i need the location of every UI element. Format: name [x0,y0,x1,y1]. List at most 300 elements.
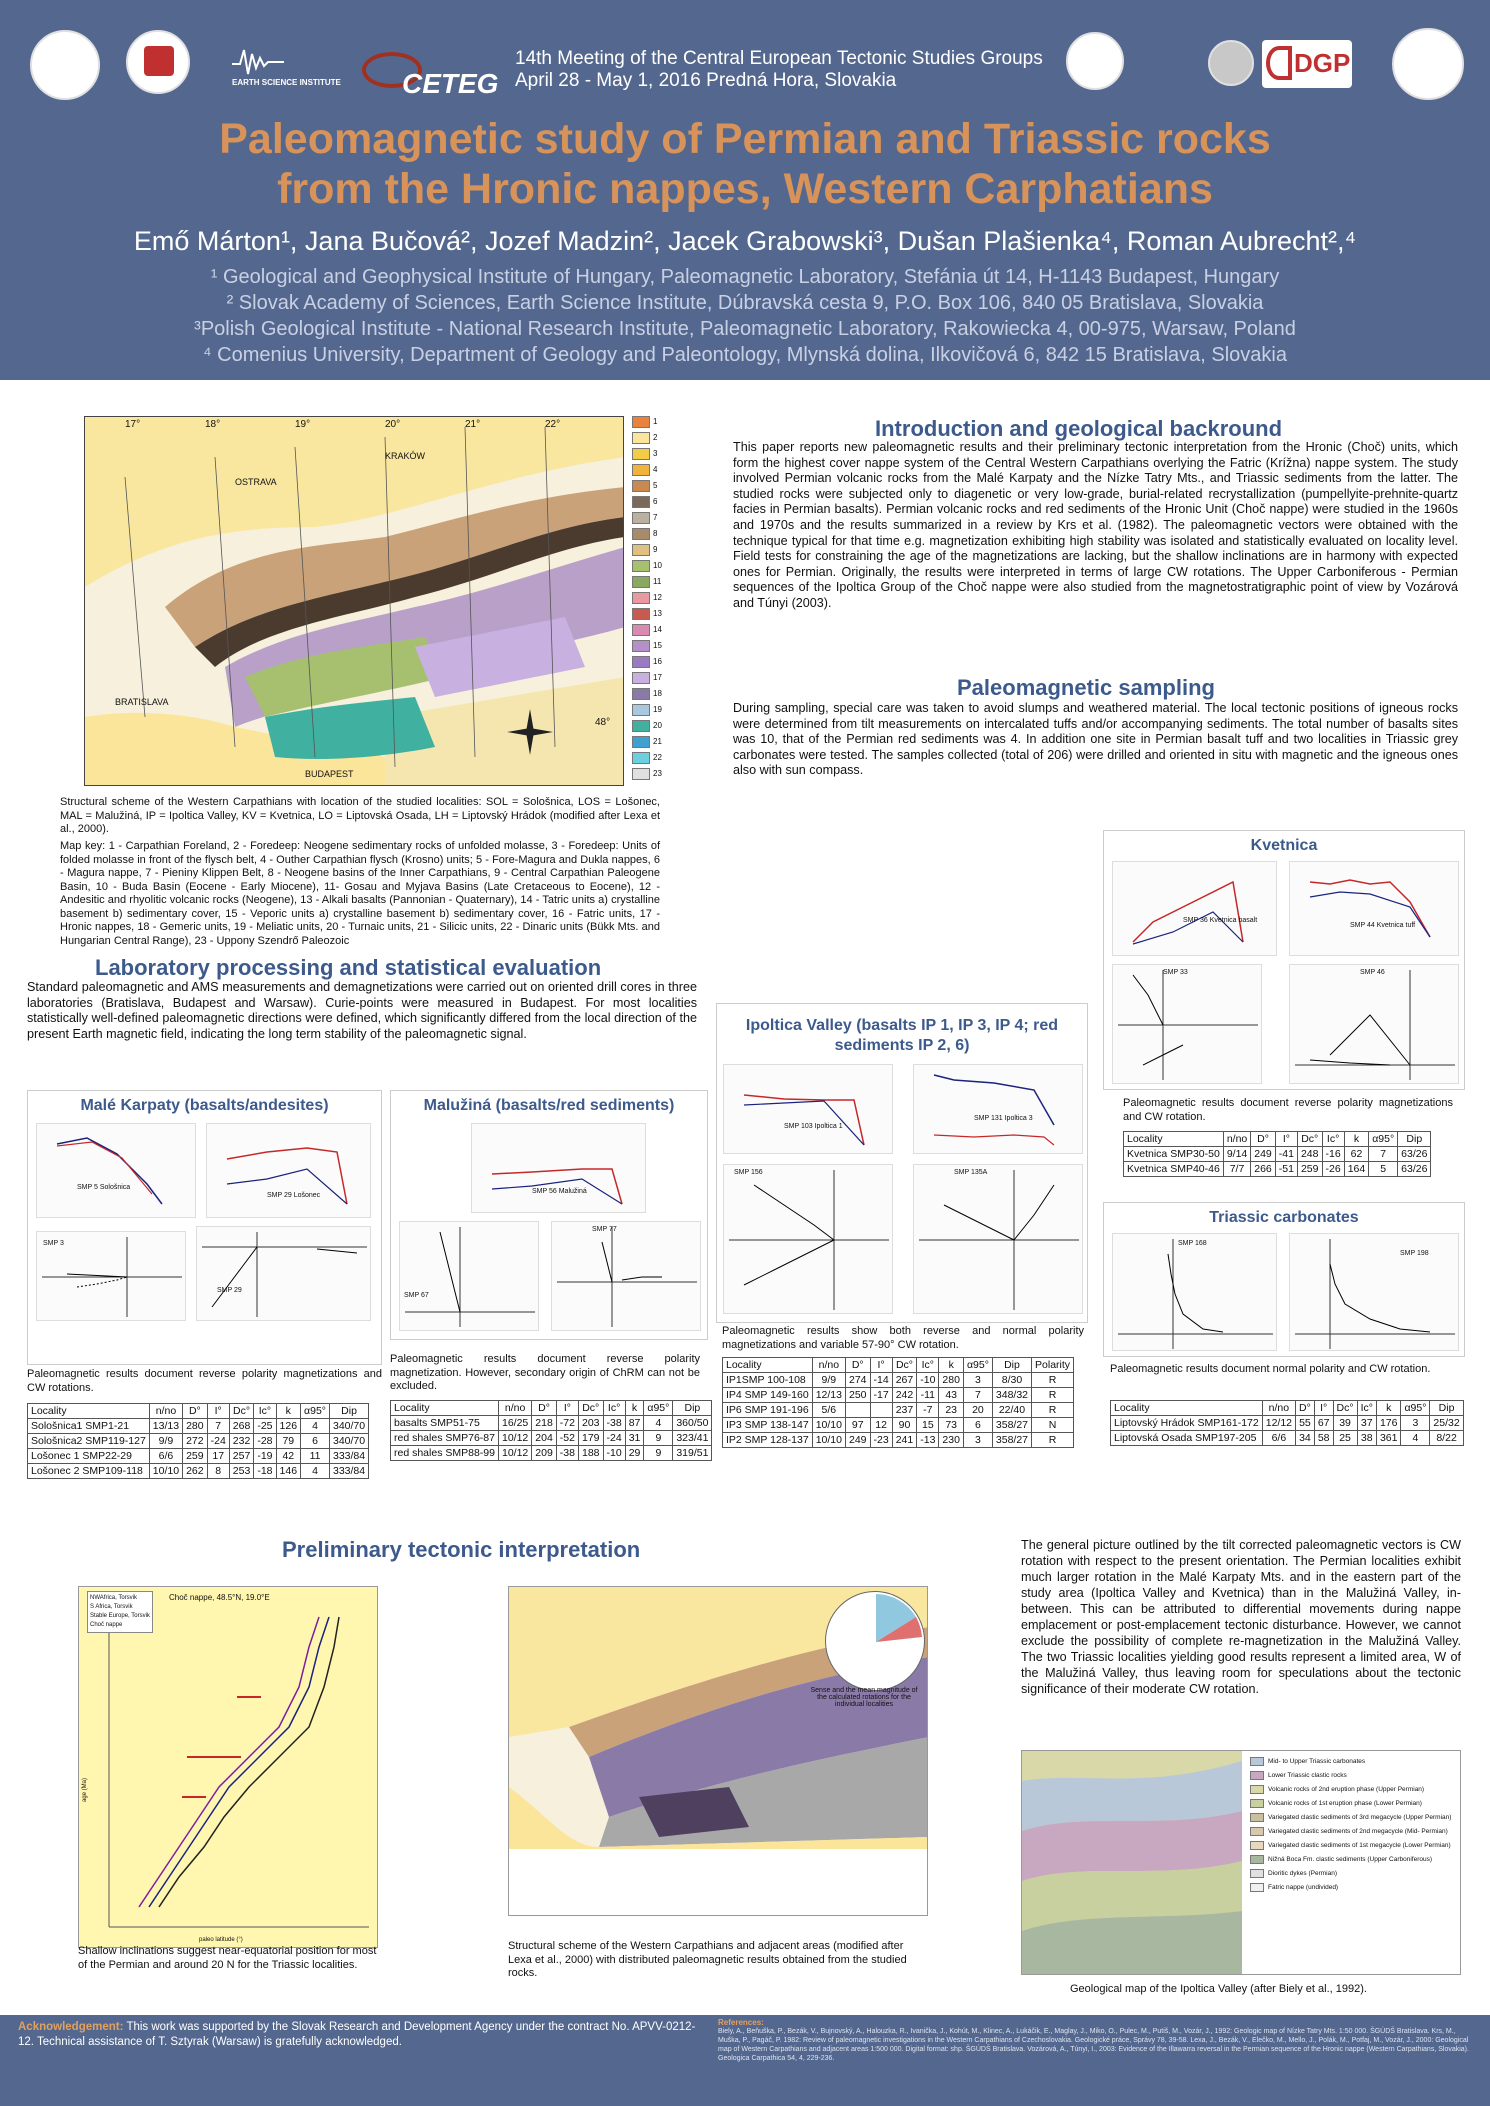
table-cell: 9 [644,1431,673,1446]
geo-legend-swatch [1250,1855,1264,1864]
geo-legend-swatch [1250,1785,1264,1794]
maluzina-text: Paleomagnetic results document reverse polarity magnetization. However, secondary origin of ChRM can not be excluded. [390,1353,700,1392]
title-line-2: from the Hronic nappes, Western Carphatians [277,165,1213,213]
table-cell: 4 [301,1419,330,1434]
table-cell: 87 [625,1416,644,1431]
table-header-cell: I° [1314,1401,1333,1416]
table-header-cell: n/no [149,1404,182,1419]
table-cell: 29 [625,1446,644,1461]
table-cell: 250 [845,1388,870,1403]
table-cell: R [1032,1403,1074,1418]
geo-legend-item [1250,1799,1460,1808]
table-cell: 63/26 [1398,1162,1431,1177]
refs-text: Biely, A., Beňuška, P., Bezák, V., Bujnovský, A., Halouzka, R., Ivanička, J., Kohút, M., Klinec, A., Lukáčik, E., Maglay, J., Miko, O., Pulec, M., Putiš, M., Vozár, J., 1992: Geologic map of Nízke Tatry Mts. 1:50 000. ŠGÚDŠ Bratislava. Krs, M., Muška, P., Pagáč, P. 1982: Review of paleomagnetic investigations in the Western Carpathians of Czechoslovakia. Geologické práce, Správy 78, 39-58. Lexa, J., Bezák, V., Elečko, M., Mello, J., Polák, M., Potfaj, M., Vozár, J., 2000: Geological map of Western Carpathians and adjacent areas 1:500 000. Digital format: shp. ŠGÚDŠ Bratislava. Vozárová, A., Túnyi, I., 2003: Evidence of the Illawarra reversal in the Permian sequence of the Hronic nappe (Western Carpathians, Slovakia). Geologica Carpathica 54, 4, 229-236. [718,2028,1469,2062]
label-smp156: SMP 156 [734,1169,763,1176]
label-smp29-lo: SMP 29 Lošonec [267,1192,321,1199]
table-cell: 12 [870,1418,892,1433]
map-legend-number: 4 [653,465,658,474]
table-cell: 9/9 [812,1373,845,1388]
table-header-cell: Locality [723,1358,813,1373]
table-row [723,1418,1074,1433]
table-cell: 38 [1357,1431,1376,1446]
zijderveld-plot-smp135a [913,1164,1083,1314]
table-header-cell: Polarity [1032,1358,1074,1373]
table-cell: 97 [845,1418,870,1433]
north-arrow-icon [505,707,555,757]
table-cell: 280 [939,1373,964,1388]
map-legend-number: 2 [653,433,658,442]
table-cell: -10 [917,1373,939,1388]
table-cell: 55 [1296,1416,1315,1431]
paleo-plot-legend [87,1591,153,1633]
table-cell: 253 [229,1464,254,1479]
table-cell: 323/41 [673,1431,712,1446]
paleo-ylabel: age (Ma) [82,1777,89,1803]
table-cell: red shales SMP88-99 [391,1446,499,1461]
geo-legend-label: Dioritic dykes (Permian) [1268,1870,1337,1878]
geo-legend-swatch [1250,1771,1264,1780]
table-cell: -38 [556,1446,578,1461]
table-header-cell: Ic° [254,1404,276,1419]
table-cell: 39 [1333,1416,1357,1431]
table-header-cell: I° [556,1401,578,1416]
label-smp67: SMP 67 [404,1292,429,1299]
kvetnica-title: Kvetnica [1250,837,1318,854]
geo-legend-swatch [1250,1883,1264,1892]
table-cell: 90 [892,1418,917,1433]
table-cell: 257 [229,1449,254,1464]
table-cell: 9/9 [149,1434,182,1449]
zijderveld-plot-smp67 [399,1221,539,1331]
table-cell: 15 [917,1418,939,1433]
triassic-text: Paleomagnetic results document normal polarity and CW rotation. [1110,1363,1431,1375]
label-smp77: SMP 77 [592,1226,617,1233]
map-legend-number: 16 [653,657,662,666]
map-legend-number: 13 [653,609,662,618]
curie-plot-smp36 [1112,861,1277,956]
meeting-line-2: April 28 - May 1, 2016 Predná Hora, Slovakia [515,70,897,91]
table-cell: 31 [625,1431,644,1446]
geo-legend-item [1250,1827,1460,1836]
ack-text: This work was supported by the Slovak Research and Development Agency under the contract No. APVV-0212-12. Technical assistance of T. Sztyrak (Warsaw) is gratefully acknowledged. [18,2021,696,2048]
table-cell: 248 [1297,1147,1322,1162]
label-smp33: SMP 33 [1163,969,1188,976]
table-cell: Liptovský Hrádok SMP161-172 [1111,1416,1263,1431]
geo-legend-item [1250,1757,1460,1766]
map-legend-swatch [632,528,650,540]
zijderveld-plot-smp33 [1112,964,1262,1084]
map-legend-swatch [632,720,650,732]
table-row [28,1449,369,1464]
table-header-cell: k [1344,1132,1369,1147]
geo-legend-swatch [1250,1799,1264,1808]
geo-legend-swatch [1250,1757,1264,1766]
table-header-cell: n/no [498,1401,531,1416]
male-karpaty-table [27,1403,369,1479]
map-legend-swatch [632,656,650,668]
table-cell: 164 [1344,1162,1369,1177]
table-cell: -17 [870,1388,892,1403]
table-cell: 11 [301,1449,330,1464]
table-cell: R [1032,1373,1074,1388]
table-cell: 209 [532,1446,557,1461]
affiliation-4: ⁴ Comenius University, Department of Geology and Paleontology, Mlynská dolina, Ilkovičová 6, 842 15 Bratislava, Slovakia [203,344,1287,366]
table-header-row [28,1404,369,1419]
affiliation-1: ¹ Geological and Geophysical Institute of Hungary, Paleomagnetic Laboratory, Stefánia út 14, H-1143 Budapest, Hungary [210,266,1280,288]
meeting-info [515,48,1043,92]
table-header-cell: D° [532,1401,557,1416]
table-header-cell: Dc° [1333,1401,1357,1416]
lon-label-22: 22° [545,419,561,430]
table-header-cell: D° [1251,1132,1276,1147]
table-header-cell: Locality [391,1401,499,1416]
label-smp5: SMP 5 Sološnica [77,1184,131,1191]
table-cell: IP1SMP 100-108 [723,1373,813,1388]
legend-s-africa: S Africa, Torsvik [90,1604,133,1610]
table-cell: 25/32 [1430,1416,1463,1431]
table-cell: 266 [1251,1162,1276,1177]
table-cell: 6 [301,1434,330,1449]
table-row [723,1433,1074,1448]
table-cell: 79 [276,1434,301,1449]
table-cell: 126 [276,1419,301,1434]
table-cell: 10/12 [498,1446,531,1461]
curie-plot-smp103 [723,1064,893,1154]
table-cell: 319/51 [673,1446,712,1461]
lon-label-17: 17° [125,419,141,430]
lon-label-18: 18° [205,419,221,430]
table-cell: -41 [1275,1147,1297,1162]
ack-label: Acknowledgement: [18,2021,124,2033]
table-header-row [1124,1132,1431,1147]
map-legend-number: 5 [653,481,658,490]
ipoltica-table [722,1357,1074,1448]
paleo-caption: Shallow inclinations suggest near-equatorial position for most of the Permian and around 20 N for the Triassic localities. [78,1945,377,1971]
table-cell: -14 [870,1373,892,1388]
zijderveld-plot-smp3 [36,1231,186,1321]
label-smp56: SMP 56 Malužiná [532,1188,587,1195]
affiliation-3: ³Polish Geological Institute - National Research Institute, Paleomagnetic Laboratory, Rakowiecka 4, 00-975, Warsaw, Poland [194,318,1296,340]
paleo-xlabel: paleo latitude (°) [199,1937,243,1943]
map-legend-swatch [632,768,650,780]
table-cell: IP4 SMP 149-160 [723,1388,813,1403]
table-cell: -16 [1322,1147,1344,1162]
table-cell: -51 [1275,1162,1297,1177]
geo-legend-swatch [1250,1869,1264,1878]
comenius-seal-logo [1392,28,1464,100]
table-cell: 5/6 [812,1403,845,1418]
table-cell: 242 [892,1388,917,1403]
label-smp29-z: SMP 29 [217,1287,242,1294]
map-legend-number: 21 [653,737,662,746]
acknowledgement [18,2020,698,2050]
geo-legend-label: Mid- to Upper Triassic carbonates [1268,1758,1366,1766]
table-cell: 179 [578,1431,603,1446]
lab-text: Standard paleomagnetic and AMS measurements and demagnetizations were carried out on oriented drill cores in three laboratories (Bratislava, Budapest and Warsaw). Curie-points were measured in Budapest. For most localities statistically well-defined paleomagnetic directions were defined, which significantly differed from the local direction of the present Earth magnetic field, indicating the long term stability of the paleomagnetic signal. [27,980,697,1041]
map-legend-swatch [632,608,650,620]
table-cell: 146 [276,1464,301,1479]
table-cell: 7 [963,1388,992,1403]
map-legend-number: 7 [653,513,658,522]
table-cell: 268 [229,1419,254,1434]
paleolatitude-curve [159,1617,339,1907]
label-smp135a: SMP 135A [954,1169,988,1176]
table-cell: 267 [892,1373,917,1388]
lon-label-19: 19° [295,419,311,430]
rotation-map [508,1586,928,1916]
map-legend-swatch [632,512,650,524]
geo-legend-label: Volcanic rocks of 2nd eruption phase (Upper Permian) [1268,1786,1425,1794]
zijderveld-plot-smp77 [551,1221,701,1331]
ceteg-logo [362,48,512,99]
table-header-cell: n/no [1223,1132,1250,1147]
table-cell: 10/12 [498,1431,531,1446]
table-header-cell: α95° [301,1404,330,1419]
legend-choc-nappe: Choč nappe [90,1622,123,1628]
table-cell: -13 [917,1433,939,1448]
map-legend-swatch [632,448,650,460]
map-legend-swatch [632,576,650,588]
map-legend-number: 18 [653,689,662,698]
earth-science-waveform-logo [232,44,284,78]
table-cell: 249 [845,1433,870,1448]
table-header-cell: I° [1275,1132,1297,1147]
table-header-row [723,1358,1074,1373]
city-krakow: KRAKÓW [385,451,426,461]
table-cell: 8/30 [992,1373,1031,1388]
geo-legend-item [1250,1883,1460,1892]
table-cell: -24 [603,1431,625,1446]
table-cell: -7 [917,1403,939,1418]
map-legend-number: 6 [653,497,658,506]
table-header-cell: D° [1296,1401,1315,1416]
table-row [1111,1416,1464,1431]
table-cell: 262 [183,1464,208,1479]
table-cell: 232 [229,1434,254,1449]
table-cell: 9 [644,1446,673,1461]
map-legend-number: 19 [653,705,662,714]
table-row [28,1419,369,1434]
table-cell: -19 [254,1449,276,1464]
earth-science-logo-text: EARTH SCIENCE INSTITUTE [232,78,341,87]
table-cell: 10/10 [812,1418,845,1433]
rotation-map-legend [509,1849,928,1916]
intro-title: Introduction and geological backround [875,416,1283,441]
table-cell: 9/14 [1223,1147,1250,1162]
rotation-map-caption: Structural scheme of the Western Carpathians and adjacent areas (modified after Lexa et al., 2000) with distributed paleomagnetic results obtained from the studied rocks. [508,1940,907,1979]
map-legend-number: 10 [653,561,662,570]
city-bratislava: BRATISLAVA [115,697,169,707]
zijderveld-plot-smp168 [1112,1233,1277,1351]
table-header-cell: Locality [1111,1401,1263,1416]
city-ostrava: OSTRAVA [235,477,277,487]
table-cell: Sološnica1 SMP1-21 [28,1419,150,1434]
table-cell: 43 [939,1388,964,1403]
table-cell: -72 [556,1416,578,1431]
city-budapest: BUDAPEST [305,769,354,779]
table-header-cell: Dip [330,1404,369,1419]
table-cell: 6/6 [149,1449,182,1464]
table-cell: 17 [207,1449,229,1464]
table-cell: R [1032,1433,1074,1448]
table-cell: -10 [603,1446,625,1461]
rotation-rose [825,1591,925,1691]
table-row [723,1373,1074,1388]
table-header-cell: Dip [673,1401,712,1416]
table-cell: 249 [1251,1147,1276,1162]
label-smp103: SMP 103 Ipoltica 1 [784,1123,843,1130]
map-legend-number: 12 [653,593,662,602]
structural-map [84,416,624,786]
table-cell: 237 [892,1403,917,1418]
map-legend-number: 22 [653,753,662,762]
map-legend-swatch [632,464,650,476]
table-cell: -18 [254,1464,276,1479]
map-legend-swatch [632,704,650,716]
dgp-logo-text: DGP [1294,48,1351,78]
table-row [28,1434,369,1449]
table-cell: 4 [644,1416,673,1431]
map-legend-swatch [632,688,650,700]
table-cell: R [1032,1388,1074,1403]
references [718,2018,1478,2063]
table-cell: 20 [963,1403,992,1418]
table-row [391,1431,712,1446]
table-cell: Kvetnica SMP30-50 [1124,1147,1224,1162]
table-row [723,1403,1074,1418]
triassic-panel [1103,1202,1465,1357]
maluzina-table [390,1400,712,1461]
map-legend-swatch [632,624,650,636]
table-cell: 58 [1314,1431,1333,1446]
university-seal-logo [30,30,100,100]
table-cell: 280 [183,1419,208,1434]
poster-title [0,114,1490,214]
table-cell: 241 [892,1433,917,1448]
kvetnica-panel [1103,830,1465,1090]
table-row [28,1464,369,1479]
label-smp168: SMP 168 [1178,1240,1207,1247]
table-cell: 361 [1376,1431,1401,1446]
affiliation-2: ² Slovak Academy of Sciences, Earth Science Institute, Dúbravská cesta 9, P.O. Box 106, 840 05 Bratislava, Slovakia [226,292,1264,314]
table-cell: 13/13 [149,1419,182,1434]
geo-map-caption: Geological map of the Ipoltica Valley (after Biely et al., 1992). [1070,1983,1367,1995]
geo-legend-item [1250,1855,1460,1864]
intro-text: This paper reports new paleomagnetic results and their preliminary tectonic interpretation from the Hronic (Choč) units, which form the highest cover nappe system of the Central Western Carpathians overlying the Fatric (Krížna) nappe system. The study involved Permian volcanic rocks from the Malé Karpaty and the Nízke Tatry Mts., and Triassic sediments from the latter. The studied rocks were subjected only to diagenetic or very low-grade, burial-related recrystallization (pumpellyite-prehnite-quartz facies in Permian basalts). Permian volcanic rocks and red sediments of the Hronic Unit (Choč nappe) were studied in the 1960s and 1970s and the results summarized in a review by Krs et al. (1982). The paleomagnetic vectors were obtained with the technique typical for that time e.g. magnetization exhibiting high stability was isolated and statistically evaluated on locality level. Field tests for constraining the age of the magnetizations are lacking, but the shallow inclinations are in harmony with expected ones for Permian. Originally, the results were interpreted in terms of large CW rotations. The Upper Carboniferous - Permian sequences of the Ipoltica Group of the Choč nappe were also studied from the magnetostratigraphic point of view by Vozárová and Túnyi (2003). [733,440,1458,610]
table-cell: 5 [1369,1162,1398,1177]
map-legend-swatch [632,496,650,508]
map-legend-number: 23 [653,769,662,778]
map-legend-swatch [632,560,650,572]
map-legend-number: 9 [653,545,658,554]
paleolatitude-curve [149,1617,329,1907]
table-cell: 22/40 [992,1403,1031,1418]
geo-legend-label: Fatric nappe (undivided) [1268,1884,1339,1892]
table-cell: 4 [1401,1431,1430,1446]
institute-logo [126,30,190,94]
table-header-cell: Dc° [578,1401,603,1416]
table-cell: 3 [963,1373,992,1388]
tectonic-title: Preliminary tectonic interpretation [282,1537,641,1562]
table-row [1111,1431,1464,1446]
table-cell: 12/12 [1262,1416,1295,1431]
lon-label-21: 21° [465,419,481,430]
table-header-cell: D° [183,1404,208,1419]
geo-legend-swatch [1250,1827,1264,1836]
geo-legend-swatch [1250,1841,1264,1850]
table-header-cell: α95° [963,1358,992,1373]
table-header-row [391,1401,712,1416]
table-header-cell: I° [870,1358,892,1373]
discussion-text: The general picture outlined by the tilt corrected paleomagnetic vectors is CW rotation with respect to the present orientation. The Permian localities exhibit much larger rotation in the Malé Karpaty Mts. and in the eastern part of the study area (Ipoltica Valley and Kvetnica) than in the Malužiná Valley, in-between. This can be attributed to differential movements during nappe emplacement or post-emplacement tectonic disturbance. However, we cannot exclude the possibility of complete re-magnetization in the Malužiná Valley. The two Triassic localities yielding good results represent a limited area, W of the Malužiná Valley, thus leaving room for speculations about the tectonic significance of their moderate CW rotation. [1021,1538,1461,1696]
legend-nw-africa: NWAfrica, Torsvik [90,1595,138,1601]
table-cell: 230 [939,1433,964,1448]
table-header-cell: α95° [1369,1132,1398,1147]
table-cell: 16/25 [498,1416,531,1431]
table-header-cell: k [625,1401,644,1416]
table-cell: Sološnica2 SMP119-127 [28,1434,150,1449]
ipoltica-text: Paleomagnetic results show both reverse and normal polarity magnetizations and variable 57-90° CW rotation. [722,1325,1084,1351]
table-cell: Lošonec 2 SMP109-118 [28,1464,150,1479]
table-header-cell: Dc° [229,1404,254,1419]
table-cell: IP6 SMP 191-196 [723,1403,813,1418]
geo-legend-item [1250,1771,1460,1780]
ceteg-logo-text: CETEG [402,68,499,99]
geo-legend-swatch [1250,1813,1264,1822]
kvetnica-table [1123,1131,1431,1177]
table-cell: 274 [845,1373,870,1388]
map-legend-number: 11 [653,577,662,586]
table-cell [845,1403,870,1418]
map-legend-number: 3 [653,449,658,458]
map-key: Map key: 1 - Carpathian Foreland, 2 - Foredeep: Neogene sedimentary rocks of unfolded molasse, 3 - Foredeep: Units of folded molasse in front of the flysch belt, 4 - Outher Carpathian flysch (Krosno) units; 5 - Fore-Magura and Dukla nappes, 6 - Magura nappe, 7 - Pieniny Klippen Belt, 8 - Neogene basins of the Inner Carpathians, 9 - Central Carpathian Paleogene Basin, 10 - Buda Basin (Eocene - Early Miocene), 11- Gosau and Myjava Basins (Late Cretaceous to Eocene), 12 - Andesitic and rhyolitic volcanic rocks (Neogene), 13 - Alkali basalts (Pannonian - Quaternary), 14 - Tatric units a) crystalline basement b) sedimentary cover, 15 - Veporic units a) crystalline basement b) sedimentary cover, 16 - Fatric units, 17 - Hronic nappes, 18 - Gemeric units, 19 - Meliatic units, 20 - Turnaic units, 21 - Silicic units, 22 - Dinaric units (Bükk Mts. and Hungarian Central Range), 23 - Uppony Szendrő Paleozoic [60,840,660,947]
table-cell: 7/7 [1223,1162,1250,1177]
table-cell: 25 [1333,1431,1357,1446]
table-cell: -11 [917,1388,939,1403]
table-header-cell: Ic° [917,1358,939,1373]
geo-legend-label: Lower Triassic clastic rocks [1268,1772,1347,1780]
table-cell: -25 [254,1419,276,1434]
map-legend-swatch [632,752,650,764]
triassic-table [1110,1400,1464,1446]
map-legend-swatch [632,672,650,684]
map-legend-number: 8 [653,529,658,538]
ipoltica-geo-map-drawing [1022,1751,1242,1975]
zijderveld-plot-smp29 [196,1226,371,1321]
table-cell: 42 [276,1449,301,1464]
map-legend-swatch [632,544,650,556]
table-header-cell: k [939,1358,964,1373]
table-cell [870,1403,892,1418]
table-header-cell: k [1376,1401,1401,1416]
table-header-cell: Dip [1398,1132,1431,1147]
map-legend-number: 20 [653,721,662,730]
paleolatitude-plot [78,1586,378,1948]
authors: Emő Márton¹, Jana Bučová², Jozef Madzin², Jacek Grabowski³, Dušan Plašienka⁴, Roman Aubrecht²,⁴ [133,226,1357,256]
table-cell: 12/13 [812,1388,845,1403]
curie-plot-smp44 [1289,861,1459,956]
table-cell: 73 [939,1418,964,1433]
seal-logo-right [1066,32,1124,90]
table-cell: 176 [1376,1416,1401,1431]
table-cell: red shales SMP76-87 [391,1431,499,1446]
geo-legend-label: Variegated clastic sediments of 3rd megacycle (Upper Permian) [1268,1814,1452,1822]
ipoltica-panel [716,1003,1088,1323]
geo-legend-label: Variegated clastic sediments of 2nd megacycle (Mid- Permian) [1268,1828,1448,1836]
ipoltica-title: Ipoltica Valley (basalts IP 1, IP 3, IP 4; red sediments IP 2, 6) [745,1017,1059,1054]
table-header-cell: Ic° [1322,1132,1344,1147]
affiliations [0,264,1490,368]
